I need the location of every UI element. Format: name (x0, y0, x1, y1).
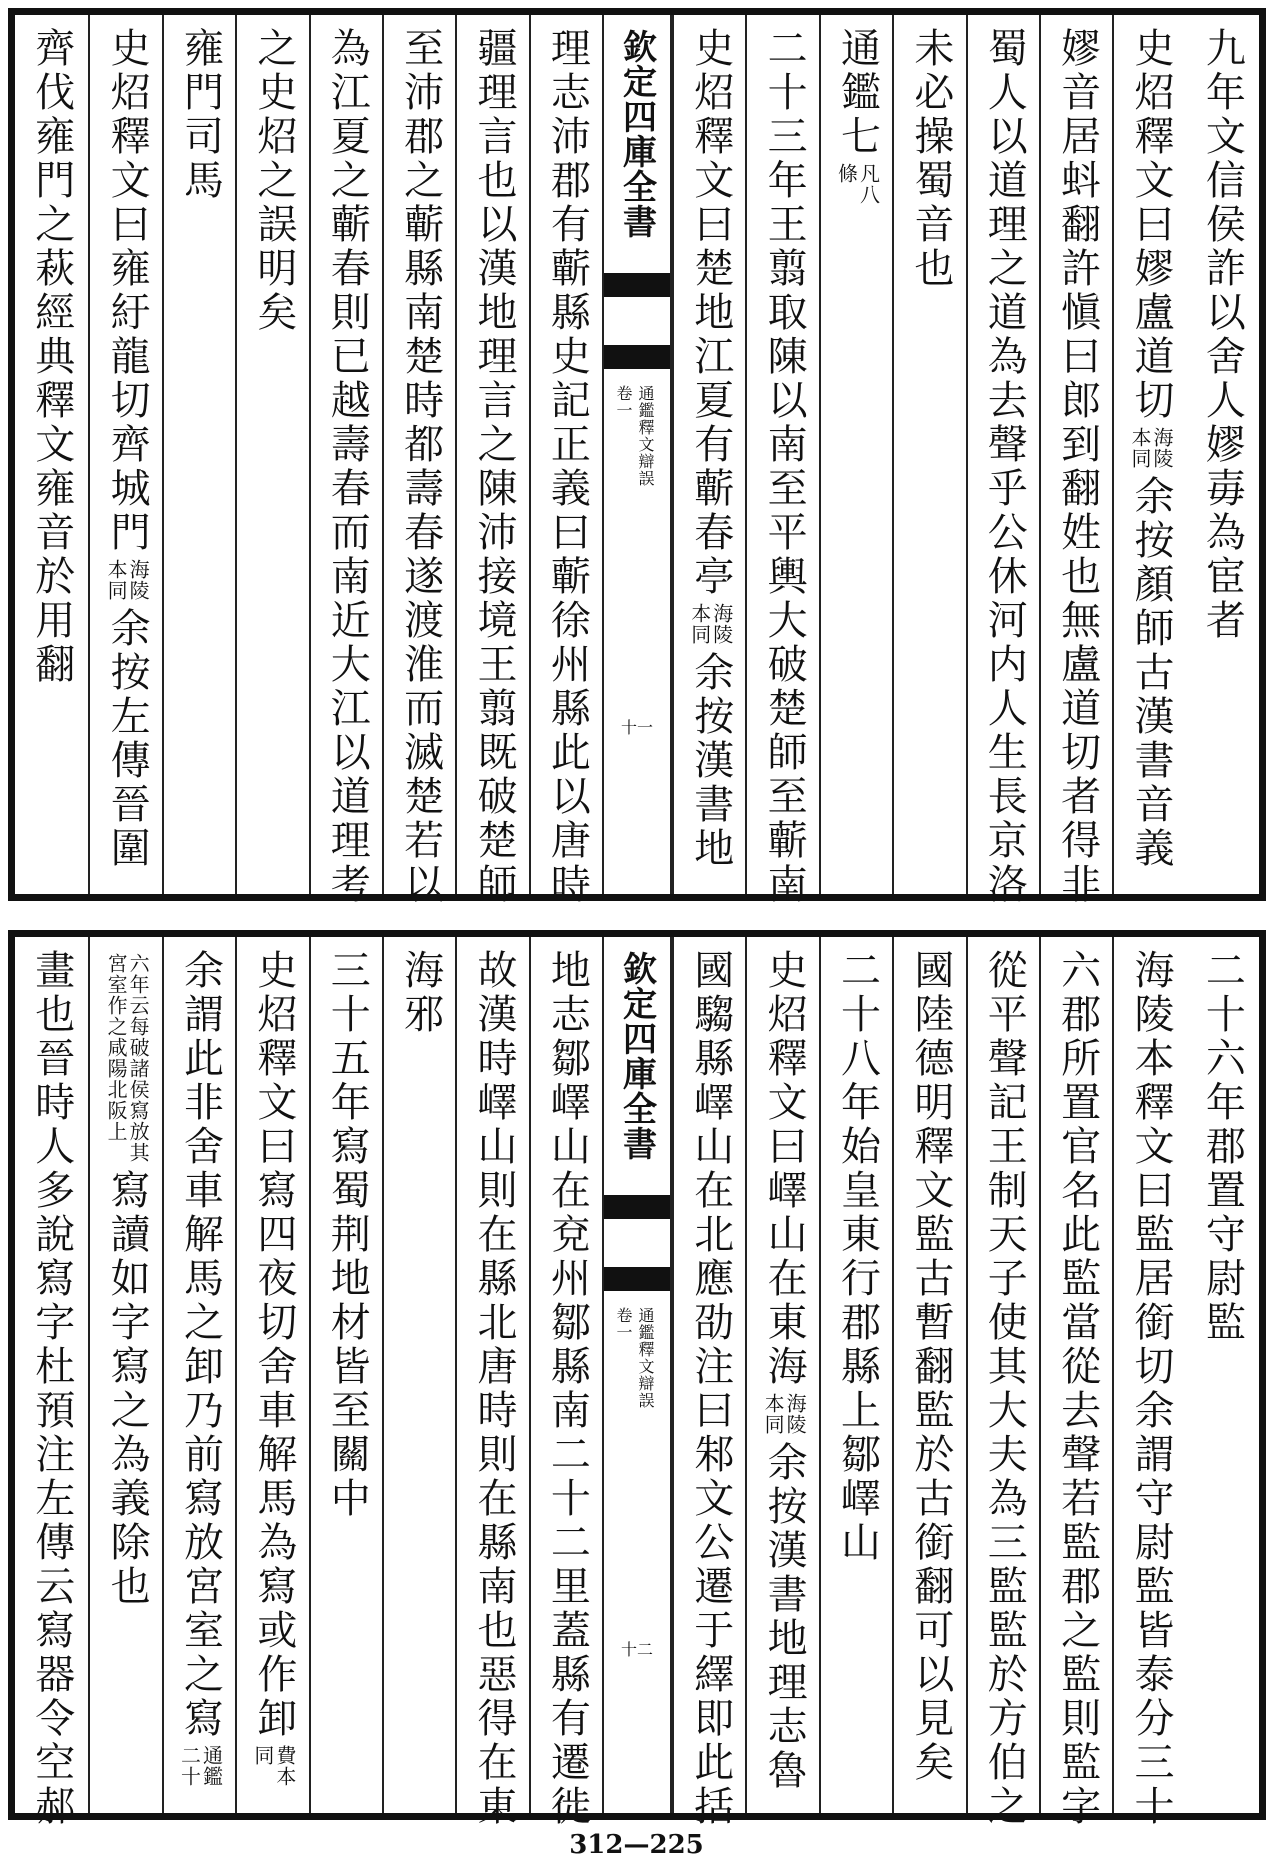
text-column (162, 937, 235, 1813)
column-text: 余按左傳晉圍 (104, 607, 151, 871)
inline-note: 二十 (177, 1745, 202, 1787)
inline-note: 本同 (104, 559, 129, 601)
bottom-columns (15, 937, 1259, 1829)
text-column (966, 937, 1039, 1829)
banner-book-title: 通鑑釋文辯誤 (636, 1307, 655, 1409)
banner-title: 欽定四庫全書 (616, 951, 657, 1161)
column-text: 海邪 (397, 949, 444, 1037)
text-column (455, 937, 528, 1829)
column-text: 海陵本釋文曰監居銜切余謂守尉監皆泰分三十 (1127, 949, 1174, 1829)
column-text: 史炤釋文曰嶧山在東海 (761, 949, 808, 1389)
text-column (309, 15, 382, 907)
inline-note: 本同 (1127, 427, 1152, 469)
column-text: 余按漢書地 (687, 651, 734, 871)
text-column (1186, 15, 1259, 894)
column-text: 二十三年王翦取陳以南至平輿大破楚師至蘄南 (761, 27, 808, 907)
column-text: 史炤釋文曰楚地江夏有蘄春亭 (687, 27, 734, 599)
inline-note: 本同 (687, 603, 712, 645)
column-text: 嫪音居蚪翻許愼曰郎到翻姓也無盧道切者得非 (1054, 27, 1101, 907)
text-column (672, 15, 745, 894)
column-text: 齊伐雍門之萩經典釋文雍音於用翻 (28, 27, 75, 687)
text-column (382, 937, 455, 1813)
column-text: 蜀人以道理之道為去聲乎公休河内人生長京洛 (981, 27, 1028, 907)
inline-note: 本同 (761, 1393, 786, 1435)
text-column (745, 15, 818, 907)
text-column (309, 937, 382, 1813)
banner-book-title: 通鑑釋文辯誤 (636, 385, 655, 487)
column-text: 至沛郡之蘄縣南楚時都壽春遂渡淮而滅楚若以 (397, 27, 444, 907)
inline-note: 費本 (272, 1745, 297, 1787)
text-column (1186, 937, 1259, 1813)
inline-note: 條 (834, 163, 859, 184)
text-column (529, 15, 602, 907)
text-column (162, 15, 235, 894)
text-column (235, 937, 308, 1813)
column-text: 國騶縣嶧山在北應劭注曰邾文公遷于繹即此括 (687, 949, 734, 1829)
center-banner (602, 937, 672, 1813)
column-text: 地志鄒嶧山在兗州鄒縣南二十二里蓋縣有遷徙 (544, 949, 591, 1829)
fish-tail-mark (604, 1195, 670, 1219)
text-column (382, 15, 455, 907)
column-text: 二十八年始皇東行郡縣上鄒嶧山 (834, 949, 881, 1565)
column-text: 雍門司馬 (177, 27, 224, 203)
column-text: 通鑑七 (834, 27, 881, 159)
inline-note: 海陵 (709, 603, 734, 645)
column-text: 史炤釋文曰雍紆龍切齊城門 (104, 27, 151, 555)
column-text: 疆理言也以漢地理言之陳沛接境王翦既破楚師 (470, 27, 517, 907)
text-column (672, 937, 745, 1829)
column-text: 余按漢書地理志魯 (761, 1441, 808, 1793)
banner-leaf-number: 十一 (620, 718, 654, 737)
text-column (819, 15, 892, 894)
top-page (8, 8, 1266, 907)
inline-note: 凡八 (856, 163, 881, 205)
inline-note: 海陵 (126, 559, 151, 601)
text-column (455, 15, 528, 907)
inline-note: 同 (250, 1745, 275, 1766)
bottom-page (8, 930, 1266, 1829)
column-text: 畫也晉時人多說寫字杜預注左傳云寫器令空郝 (28, 949, 75, 1829)
text-column (15, 15, 88, 894)
column-text: 余按顏師古漢書音義 (1127, 475, 1174, 871)
banner-title: 欽定四庫全書 (616, 29, 657, 239)
column-text: 故漢時嶧山則在縣北唐時則在縣南也惡得在東 (470, 949, 517, 1829)
column-text: 之史炤之誤明矣 (250, 27, 297, 335)
column-text: 國陸德明釋文監古暫翻監於古銜翻可以見矣 (907, 949, 954, 1785)
column-text: 三十五年寫蜀荆地材皆至關中 (324, 949, 371, 1521)
inline-note: 海陵 (783, 1393, 808, 1435)
column-text: 二十六年郡置守尉監 (1199, 949, 1246, 1345)
column-text: 未必操蜀音也 (907, 27, 954, 291)
text-column (819, 937, 892, 1813)
inline-note: 六年云每破諸侯寫放其 (126, 953, 151, 1163)
column-text: 六郡所置官名此監當從去聲若監郡之監則監字 (1054, 949, 1101, 1829)
text-column (15, 937, 88, 1829)
text-column (88, 15, 161, 894)
center-banner (602, 15, 672, 894)
text-column (235, 15, 308, 894)
text-column (892, 15, 965, 894)
column-text: 史炤釋文曰寫四夜切舍車解馬為寫或作卸 (250, 949, 297, 1741)
text-column (1112, 937, 1185, 1829)
column-text: 為江夏之蘄春則已越壽春而南近大江以道理考 (324, 27, 371, 907)
inline-note: 宮室作之咸陽北阪上 (104, 953, 129, 1142)
text-column (745, 937, 818, 1813)
text-column (892, 937, 965, 1813)
column-text: 從平聲記王制天子使其大夫為三監監於方伯之 (981, 949, 1028, 1829)
column-text: 史炤釋文曰嫪盧道切 (1127, 27, 1174, 423)
inline-note: 通鑑 (199, 1745, 224, 1787)
banner-volume: 卷一 (614, 385, 633, 419)
column-text: 余謂此非舍車解馬之卸乃前寫放宮室之寫 (177, 949, 224, 1741)
page-number: 312—225 (569, 1830, 704, 1860)
banner-leaf-number: 十二 (620, 1640, 654, 1659)
inline-note: 海陵 (1149, 427, 1174, 469)
column-text: 理志沛郡有蘄縣史記正義曰蘄徐州縣此以唐時 (544, 27, 591, 907)
text-column (1039, 15, 1112, 907)
fish-tail-mark (604, 273, 670, 297)
top-columns (15, 15, 1259, 907)
column-text: 寫讀如字寫之為義除也 (104, 1169, 151, 1609)
fish-tail-mark (604, 1267, 670, 1291)
text-column (1112, 15, 1185, 894)
column-text: 九年文信侯詐以舍人嫪毐為宦者 (1199, 27, 1246, 643)
text-column (966, 15, 1039, 907)
banner-volume: 卷一 (614, 1307, 633, 1341)
fish-tail-mark (604, 345, 670, 369)
text-column (529, 937, 602, 1829)
text-column (88, 937, 161, 1813)
text-column (1039, 937, 1112, 1829)
